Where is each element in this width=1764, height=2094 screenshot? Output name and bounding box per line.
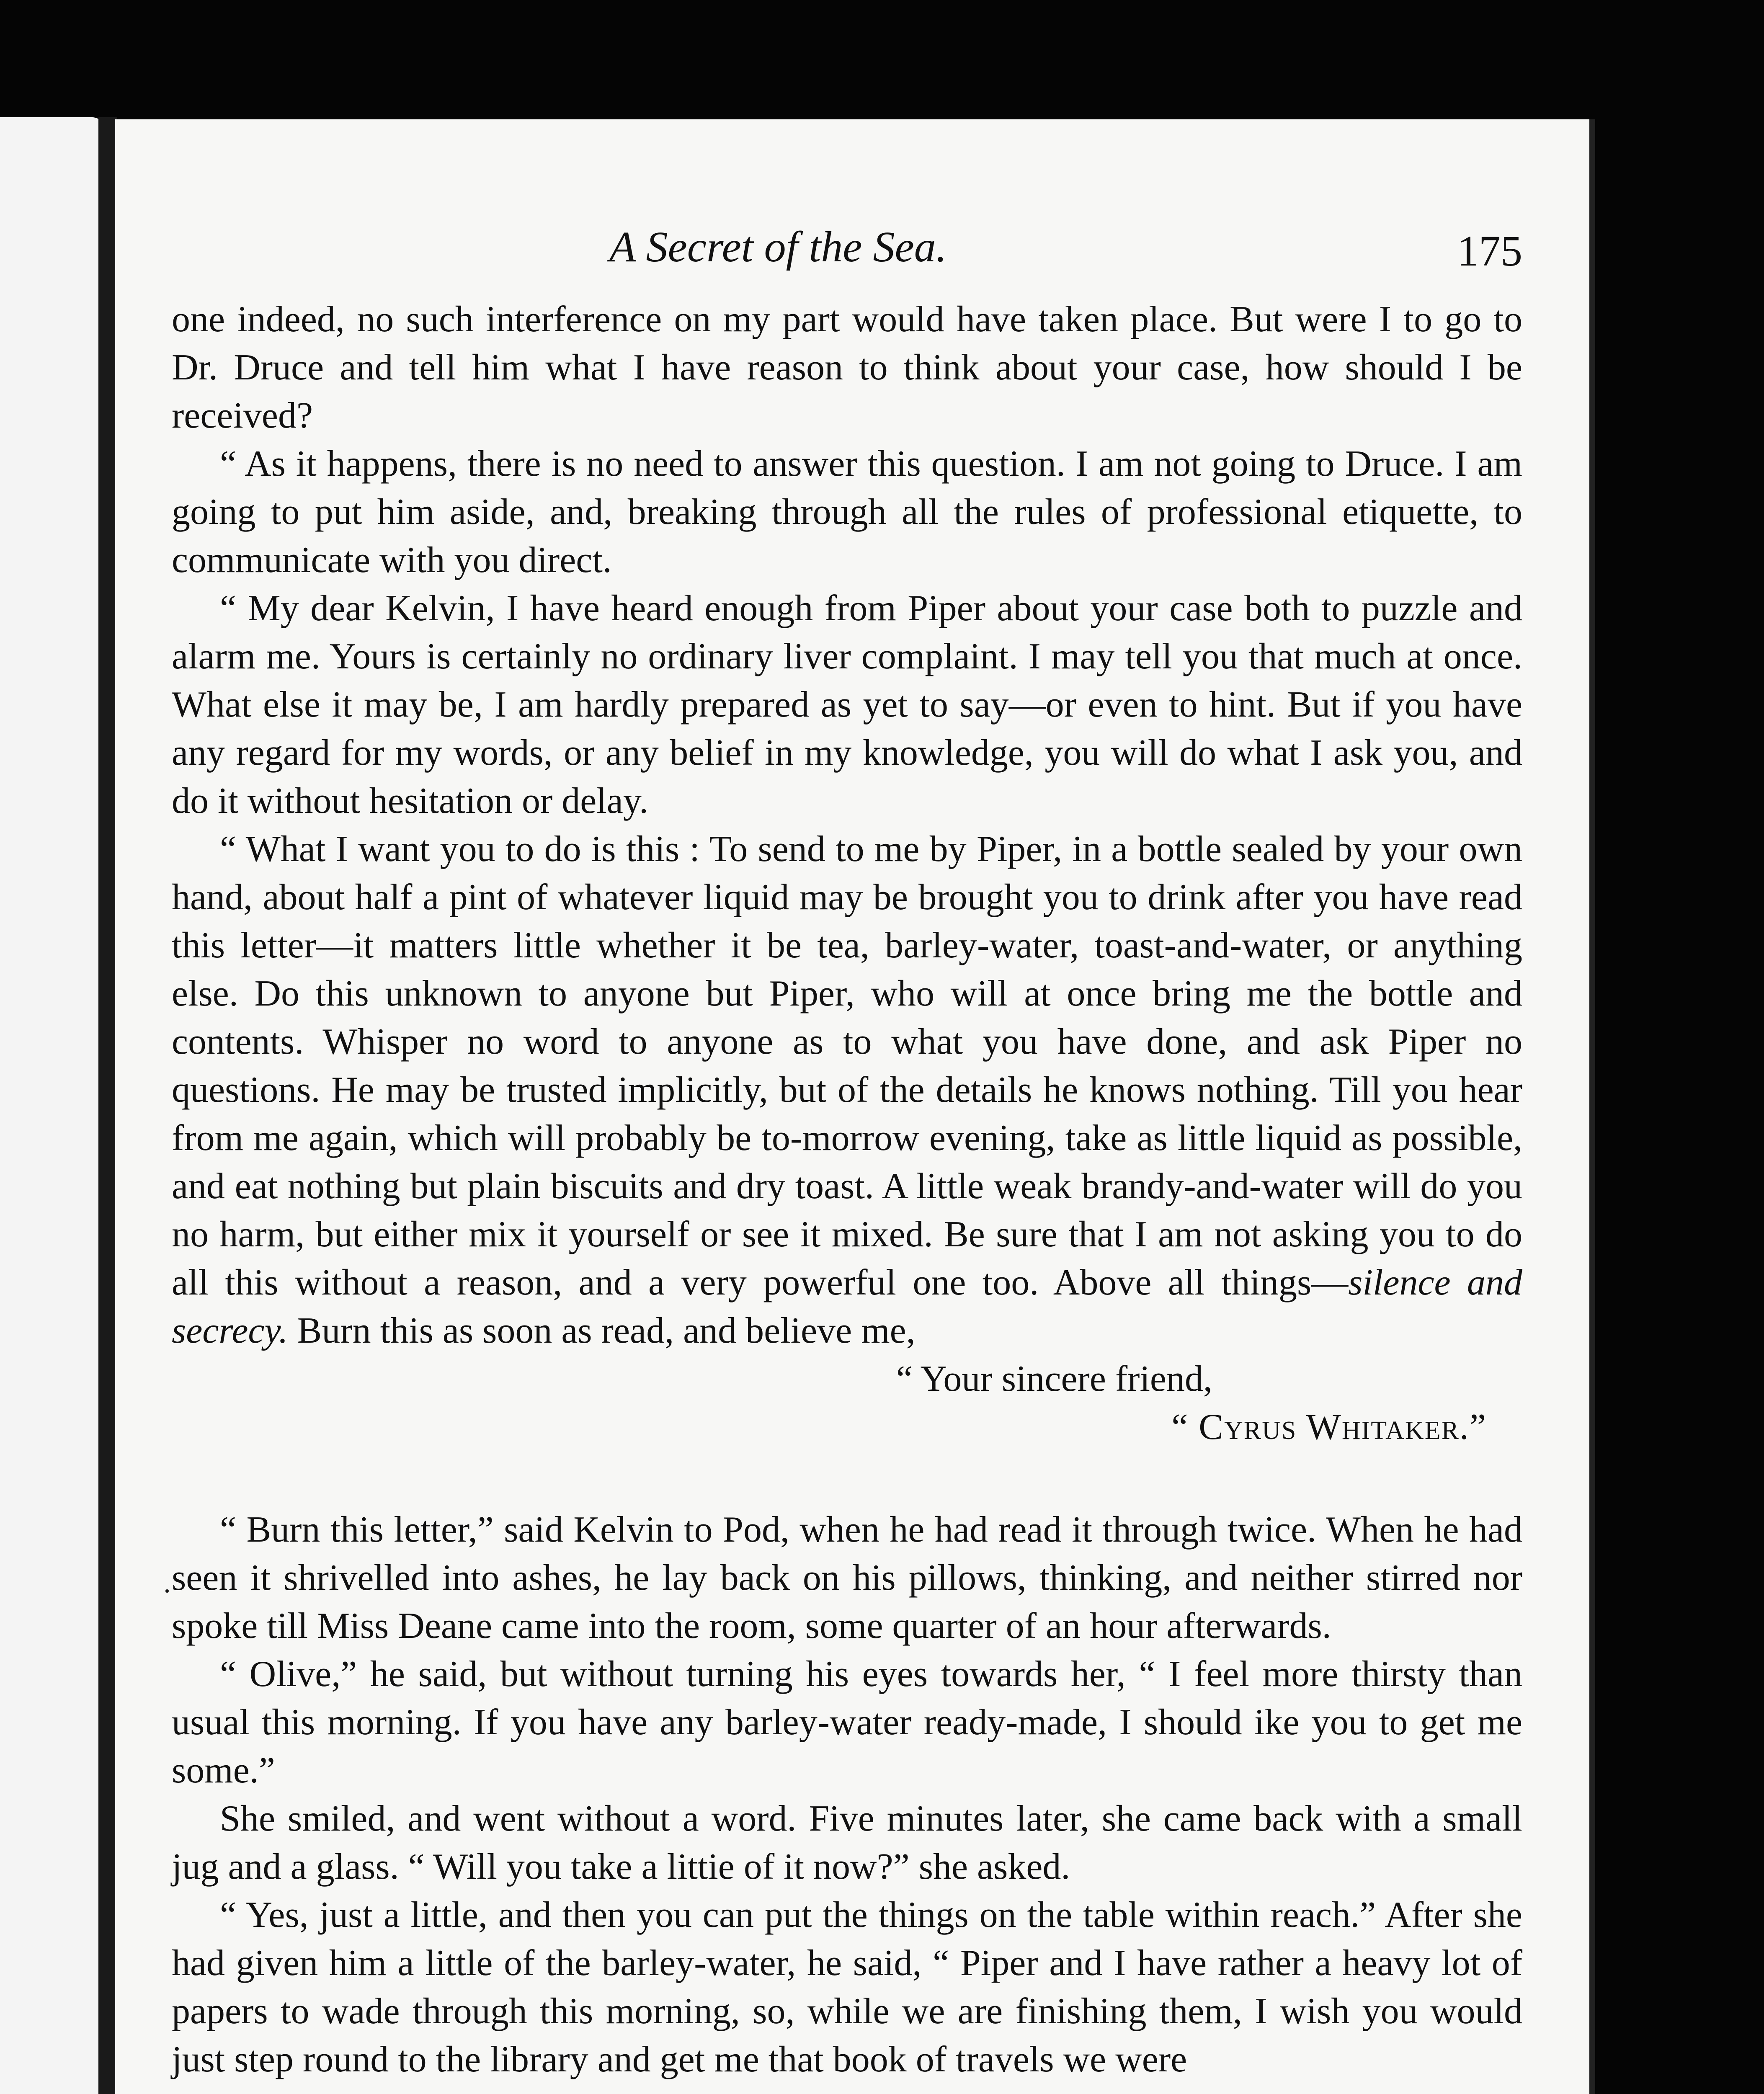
letter-instructions-text: “ What I want you to do is this : To send to me by Piper, in a bottle sealed by your own hand, about half a pint of whatever liquid may be brought you to drink after you have read this letter—it matters little whether it be tea, barley-water, toast-and-water, or anything else. Do this unknown to anyone but Piper, who will at once bring me the bottle and contents. Whisper no word to anyone as to what you have done, and ask Piper no questions. He may be trusted implicitly, but of the details he knows nothing. Till you hear from me again, which will probably be to-morrow evening, take as little liquid as possible, and eat nothing but plain biscuits and dry toast. A little weak brandy-and-water will do you no harm, but either mix it yourself or see it mixed. Be sure that I am not asking you to do all this without a reason, and a very powerful one too. Above all things— xyxy=(172,829,1522,1303)
page-number: 175 xyxy=(1457,227,1522,275)
letter-salutation: “ Your sincere friend, xyxy=(896,1359,1212,1399)
facing-page-edge xyxy=(0,117,105,2094)
letter-emphasis: silence and secrecy. xyxy=(172,1262,1522,1351)
page-body-text xyxy=(172,295,1522,2084)
paragraph-barley-water: She smiled, and went without a word. Five minutes later, she came back with a small jug and a glass. “ Will you take a littie of it now?” she asked. xyxy=(172,1798,1522,1887)
paragraph-burn-letter: “ Burn this letter,” said Kelvin to Pod, when he had read it through twice. When he had seen it shrivelled into ashes, he lay back on his pillows, thinking, and neither stirred nor spoke till Miss Deane came into the room, some quarter of an hour afterwards. xyxy=(172,1509,1522,1646)
paragraph-letter-opening: “ As it happens, there is no need to answer this question. I am not going to Druce. I am going to put him aside, and, breaking through all the rules of professional etiquette, to communicate with you direct. xyxy=(172,444,1522,580)
running-header xyxy=(609,222,1522,289)
paragraph-olive-request: “ Olive,” he said, but without turning his eyes towards her, “ I feel more thirsty than usual this morning. If you have any barley-water ready-made, I should ike you to get me some.” xyxy=(172,1654,1522,1791)
paragraph-letter-warning: “ My dear Kelvin, I have heard enough from Piper about your case both to puzzle and alarm me. Yours is certainly no ordinary liver complaint. I may tell you that much at once. What else it may be, I am hardly prepared as yet to say—or even to hint. But if you have any regard for my words, or any belief in my knowledge, you will do what I ask you, and do it without hesitation or delay. xyxy=(172,588,1522,821)
paragraph-letter-instructions xyxy=(172,825,1522,1355)
running-title: A Secret of the Sea. xyxy=(609,223,947,271)
book-gutter-shadow xyxy=(98,117,117,2094)
paragraph-continuation: one indeed, no such interference on my part would have taken place. But were I to go to Dr. Druce and tell him what I have reason to think about your case, how should I be received? xyxy=(172,299,1522,436)
book-page xyxy=(115,119,1595,2094)
section-break xyxy=(172,1451,1522,1506)
paragraph-library-errand: “ Yes, just a little, and then you can put the things on the table within reach.” After she had given him a little of the barley-water, he said, “ Piper and I have rather a heavy lot of papers to wade through this morning, so, while we are finishing them, I wish you would just step round to the library and get me that book of travels we were xyxy=(172,1895,1522,2080)
letter-instructions-tail: Burn this as soon as read, and believe me, xyxy=(288,1310,916,1351)
letter-signature: “ Cyrus Whitaker.” xyxy=(1171,1407,1487,1447)
ink-speck xyxy=(165,1589,169,1593)
